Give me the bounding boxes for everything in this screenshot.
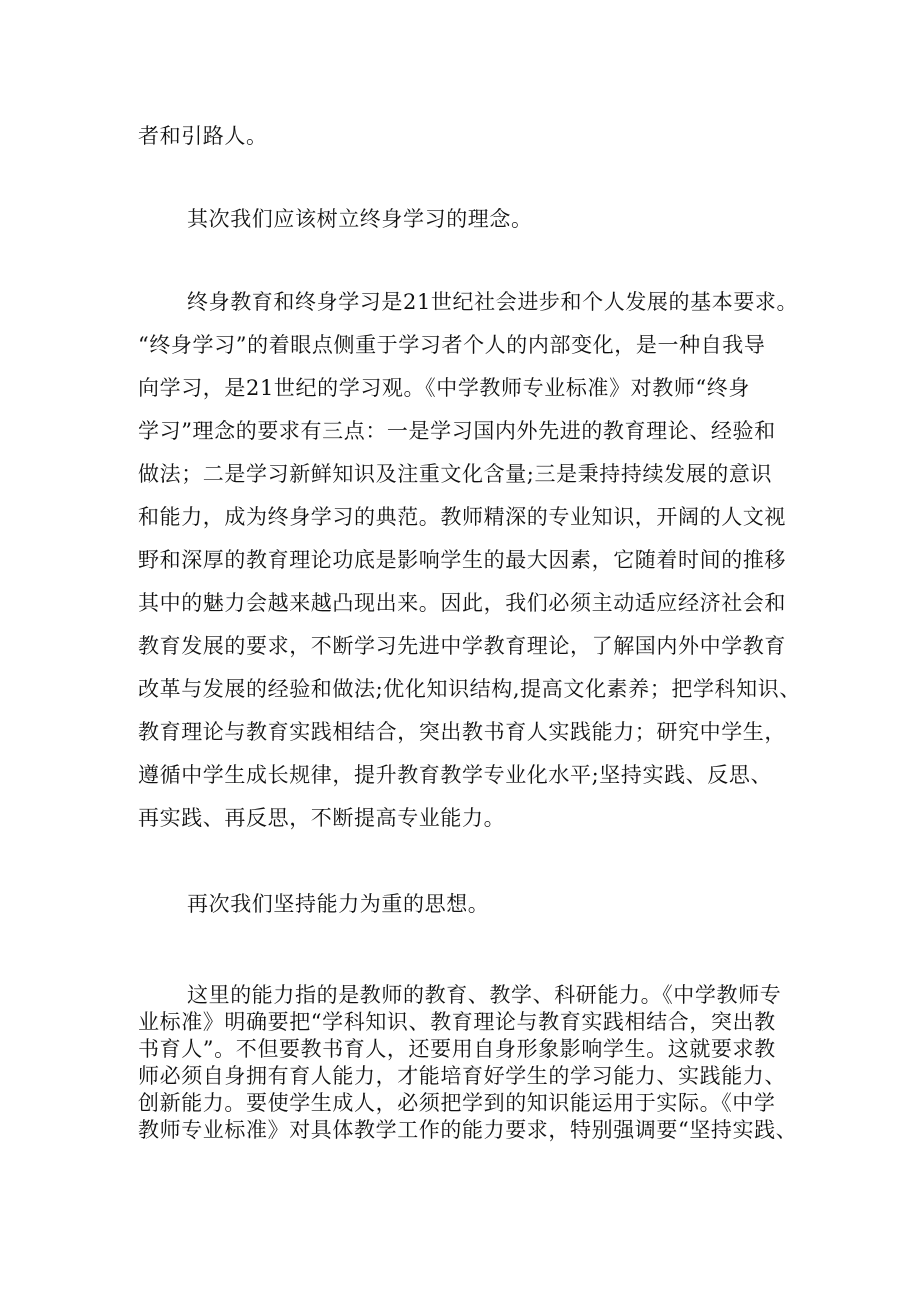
- paragraph-heading-lifelong-learning: 其次我们应该树立终身学习的理念。: [187, 207, 533, 231]
- paragraph-line: 教育理论与教育实践相结合，突出教书育人实践能力；研究中学生，: [138, 720, 786, 744]
- paragraph-line: 向学习，是21世纪的学习观。《中学教师专业标准》对教师“终身: [138, 376, 750, 400]
- paragraph-line: 创新能力。要使学生成人，必须把学到的知识能运用于实际。《中学: [138, 1091, 776, 1115]
- paragraph-line: 教育发展的要求，不断学习先进中学教育理论，了解国内外中学教育: [138, 634, 786, 658]
- paragraph-line: 师必须自身拥有育人能力，才能培育好学生的学习能力、实践能力、: [138, 1064, 786, 1088]
- paragraph-line: 其中的魅力会越来越凸现出来。因此，我们必须主动适应经济社会和: [138, 591, 786, 615]
- paragraph-line: 教师专业标准》对具体教学工作的能力要求，特别强调要“坚持实践、: [138, 1118, 798, 1142]
- paragraph-line: 这里的能力指的是教师的教育、教学、科研能力。《中学教师专: [187, 983, 782, 1007]
- paragraph-line: 做法；二是学习新鲜知识及注重文化含量;三是秉持持续发展的意识: [138, 462, 773, 486]
- paragraph-line: 再实践、再反思，不断提高专业能力。: [138, 806, 506, 830]
- paragraph-line: 书育人”。不但要教书育人，还要用自身形象影响学生。这就要求教: [138, 1037, 776, 1061]
- paragraph-line: 野和深厚的教育理论功底是影响学生的最大因素，它随着时间的推移: [138, 548, 786, 572]
- paragraph-line: 终身教育和终身学习是21世纪社会进步和个人发展的基本要求。: [187, 290, 799, 314]
- paragraph-line: 和能力，成为终身学习的典范。教师精深的专业知识，开阔的人文视: [138, 505, 786, 529]
- paragraph-line: 学习”理念的要求有三点：一是学习国内外先进的教育理论、经验和: [138, 419, 776, 443]
- paragraph-line: 遵循中学生成长规律，提升教育教学专业化水平;坚持实践、反思、: [138, 763, 773, 787]
- paragraph-line: “终身学习”的着眼点侧重于学习者个人的内部变化，是一种自我导: [138, 333, 766, 357]
- paragraph-line: 改革与发展的经验和做法;优化知识结构,提高文化素养；把学科知识、: [138, 677, 801, 701]
- paragraph-continuation-line: 者和引路人。: [138, 124, 268, 148]
- paragraph-line: 业标准》明确要把“学科知识、教育理论与教育实践相结合，突出教: [138, 1010, 776, 1034]
- paragraph-heading-ability: 再次我们坚持能力为重的思想。: [187, 892, 490, 916]
